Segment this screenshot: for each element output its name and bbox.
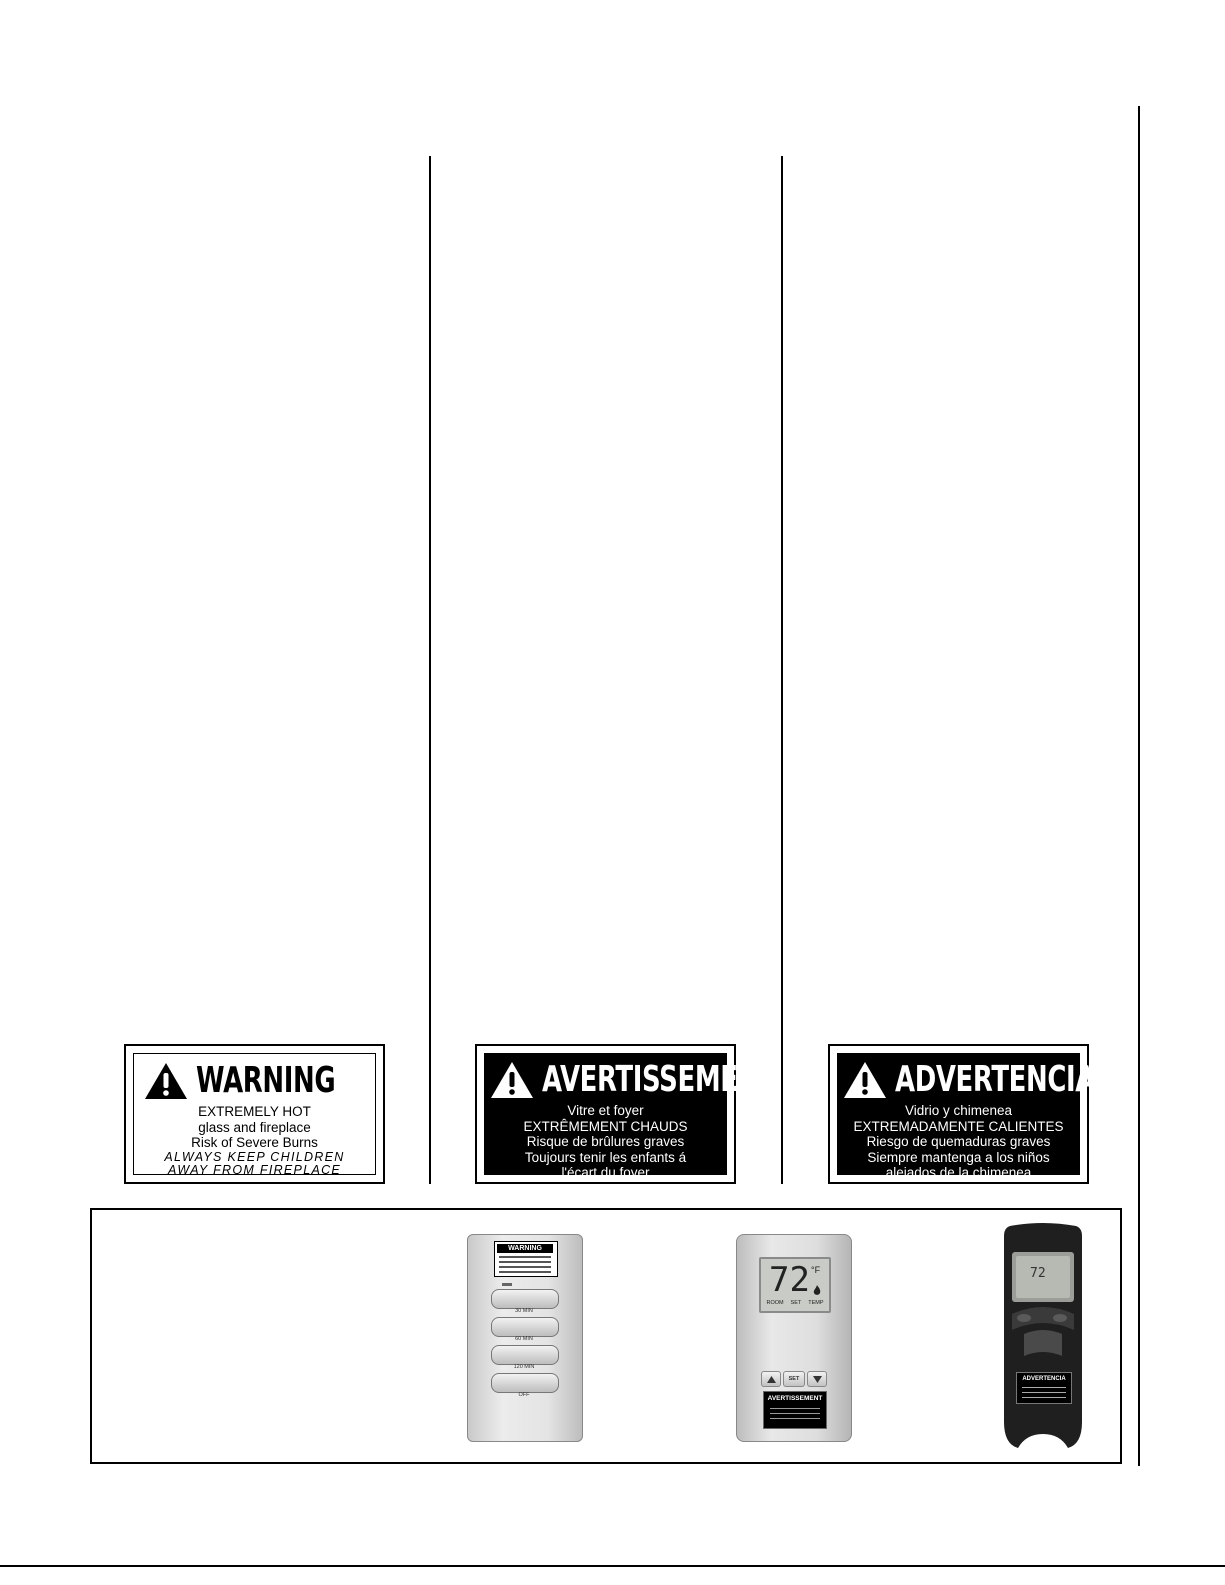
handheld-remote <box>1002 1222 1084 1452</box>
down-arrow-icon <box>813 1376 822 1383</box>
thermostat-lcd <box>759 1257 831 1313</box>
remote-display-value: 72 <box>1030 1266 1046 1281</box>
remote-sticker <box>1016 1372 1072 1404</box>
warning-label-spanish <box>828 1044 1095 1184</box>
thermostat-wall-control <box>736 1234 852 1442</box>
column-divider-left <box>429 156 431 1184</box>
timer-button-label: 120 MIN <box>513 1364 535 1370</box>
thermostat-unit: °F <box>811 1265 821 1275</box>
label-line: glass and fireplace <box>198 1119 311 1135</box>
thermostat-temperature: 72 <box>769 1260 810 1300</box>
label-line: Risque de brûlures graves <box>526 1134 685 1149</box>
label-line: alejados de la chimenea <box>885 1165 1032 1180</box>
lcd-label: TEMP <box>808 1300 824 1306</box>
timer-wall-switch <box>467 1234 583 1442</box>
label-title: WARNING <box>195 1060 335 1101</box>
timer-button-label: OFF <box>518 1392 530 1398</box>
timer-button-label: 60 MIN <box>515 1336 533 1342</box>
timer-button-60[interactable] <box>491 1317 559 1337</box>
label-line: Risk of Severe Burns <box>191 1135 318 1150</box>
lcd-label: SET <box>790 1300 802 1306</box>
thermostat-set-button[interactable] <box>783 1371 805 1387</box>
label-line: EXTREMADAMENTE CALIENTES <box>853 1118 1064 1134</box>
right-margin-rule <box>1138 106 1140 1466</box>
warning-triangle-icon <box>144 1062 188 1100</box>
flame-icon <box>813 1283 821 1301</box>
warning-label-french <box>475 1044 776 1184</box>
thermostat-down-button[interactable] <box>807 1371 827 1387</box>
warning-triangle-icon <box>843 1061 887 1099</box>
timer-indicator-led <box>502 1283 512 1286</box>
label-title: AVERTISSEMENT <box>541 1059 776 1100</box>
remote-sticker-title: ADVERTENCIA <box>1022 1376 1066 1382</box>
label-italic-line: ALWAYS KEEP CHILDREN <box>164 1149 345 1164</box>
up-arrow-icon <box>767 1376 776 1383</box>
set-button-label: SET <box>788 1376 800 1382</box>
timer-sticker <box>494 1241 558 1277</box>
label-line: Riesgo de quemaduras graves <box>866 1134 1051 1149</box>
timer-button-label: 30 MIN <box>515 1308 533 1314</box>
warning-label-english <box>124 1044 385 1184</box>
label-header <box>490 1057 776 1103</box>
label-line: l'écart du foyer <box>561 1165 650 1180</box>
thermostat-sticker-title: AVERTISSEMENT <box>767 1395 823 1402</box>
label-italic-line: AWAY FROM FIREPLACE <box>167 1162 342 1177</box>
warning-triangle-icon <box>490 1061 534 1099</box>
label-header <box>843 1057 1095 1103</box>
label-line: EXTRÊMEMENT CHAUDS <box>523 1118 688 1134</box>
column-divider-right <box>781 156 783 1184</box>
thermostat-sticker <box>763 1391 827 1429</box>
label-line: Vitre et foyer <box>567 1103 644 1118</box>
timer-button-120[interactable] <box>491 1345 559 1365</box>
label-line: Vidrio y chimenea <box>904 1103 1013 1118</box>
label-line: EXTREMELY HOT <box>198 1104 311 1119</box>
label-line: Siempre mantenga a los niños <box>867 1149 1050 1165</box>
label-line: Toujours tenir les enfants á <box>524 1149 687 1165</box>
timer-button-off[interactable] <box>491 1373 559 1393</box>
devices-figure-box <box>90 1208 1122 1464</box>
label-header <box>144 1058 366 1104</box>
timer-sticker-title: WARNING <box>497 1244 553 1253</box>
lcd-label: ROOM <box>766 1300 784 1306</box>
label-title: ADVERTENCIA <box>894 1059 1095 1100</box>
thermostat-up-button[interactable] <box>761 1371 781 1387</box>
bottom-rule <box>0 1565 1225 1567</box>
timer-button-30[interactable] <box>491 1289 559 1309</box>
